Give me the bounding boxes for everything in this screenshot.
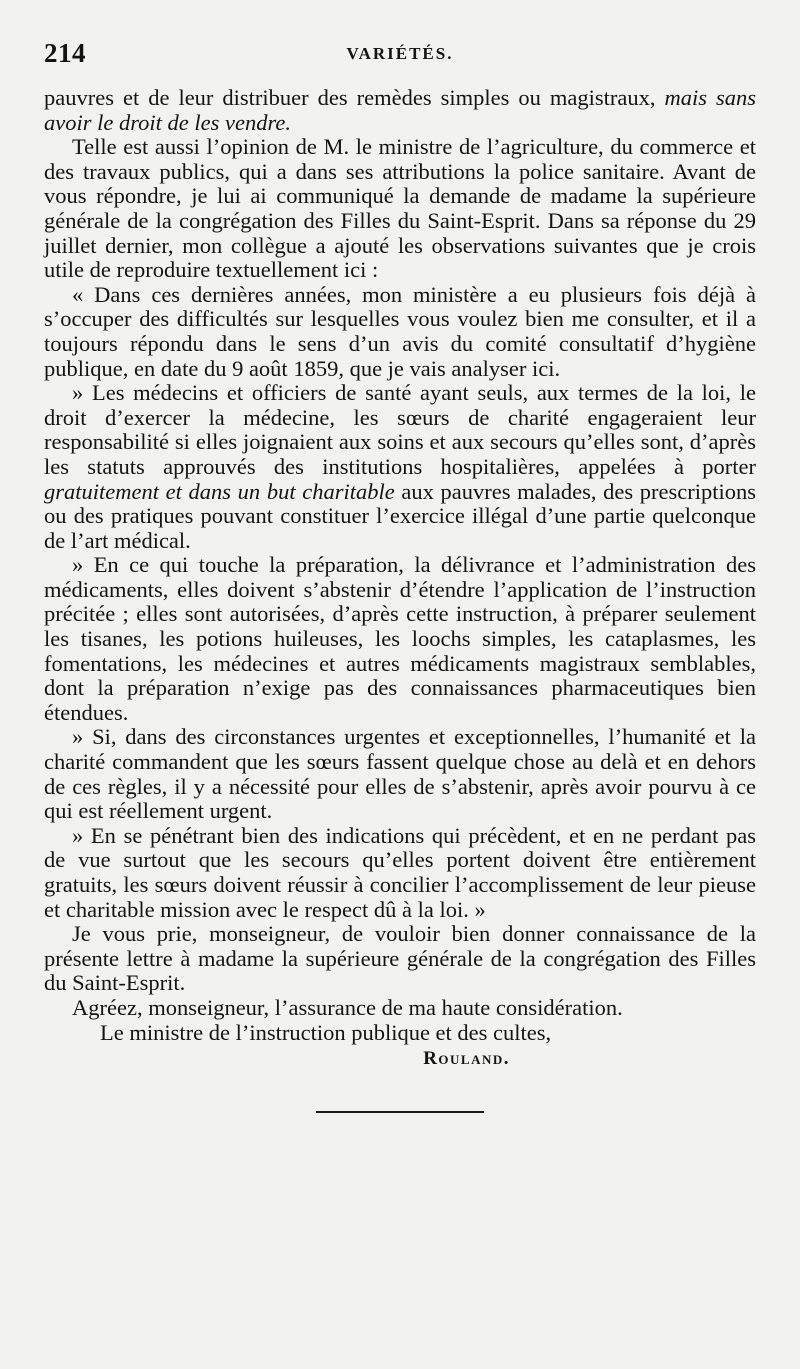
paragraph — [44, 135, 756, 283]
quoted-paragraph — [44, 725, 756, 823]
signoff-line — [44, 1021, 756, 1046]
text-run: pauvres et de leur distribuer des remèdes simples ou magistraux, — [44, 85, 665, 110]
quoted-paragraph — [44, 283, 756, 381]
text-run: Le ministre de l’instruction publique et des cultes, — [100, 1019, 552, 1045]
body-text — [44, 86, 756, 1073]
text-run: » Si, dans des circonstances urgentes et exceptionnelles, l’humanité et la charité commandent que les sœurs fassent quelque chose au delà et en dehors de ces règles, il y a nécessité pour elles de s’abstenir, après avoir pourvu à ce qui est réellement urgent. — [44, 724, 756, 824]
page-number: 214 — [44, 38, 86, 68]
text-run: » En se pénétrant bien des indications qui précèdent, et en ne perdant pas de vue surtout que les secours qu’elles portent doivent être entièrement gratuits, les sœurs doivent réussir à concilier l’accomplissement de leur pieuse et charitable mission avec le respect dû à la loi. » — [44, 822, 756, 922]
signature: Rouland. — [423, 1048, 510, 1070]
text-run: » En ce qui touche la préparation, la délivrance et l’administration des médicaments, elles doivent s’abstenir d’étendre l’application de l’instruction précitée ; elles sont autorisées, d’après cette instruction, à préparer seulement les tisanes, les potions huileuses, les loochs simples, les cataplasmes, les fomentations, les médecines et autres médicaments magistraux semblables, dont la préparation n’exige pas des connaissances pharmaceutiques bien étendues. — [44, 552, 756, 725]
text-run: Je vous prie, monseigneur, de vouloir bien donner connaissance de la présente lettre à madame la supérieure générale de la congrégation des Filles du Saint-Esprit. — [44, 921, 756, 996]
running-title: VARIÉTÉS. — [346, 44, 454, 63]
quoted-paragraph — [44, 553, 756, 725]
italic-run: mais sans avoir le droit de les vendre. — [44, 85, 756, 135]
paragraph — [44, 86, 756, 135]
running-head — [44, 34, 756, 74]
closing-formula — [44, 996, 756, 1021]
text-run: aux pauvres malades, des prescriptions ou des pratiques pouvant constituer l’exercice illégal d’une partie quelconque de l’art médical. — [44, 478, 756, 553]
text-run: « Dans ces dernières années, mon ministère a eu plusieurs fois déjà à s’occuper des difficultés sur lesquelles vous voulez bien me consulter, et il a toujours répondu dans le sens d’un avis du comité consultatif d’hygiène publique, en date du 9 août 1859, que je vais analyser ici. — [44, 281, 756, 381]
text-run: Telle est aussi l’opinion de M. le ministre de l’agriculture, du commerce et des travaux publics, qui a dans ses attributions la police sanitaire. Avant de vous répondre, je lui ai communiqué la demande de madame la supérieure générale de la congrégation des Filles du Saint-Esprit. Dans sa réponse du 29 juillet dernier, mon collègue a ajouté les observations suivantes que je crois utile de reproduire textuellement ici : — [44, 134, 756, 283]
paragraph — [44, 922, 756, 996]
text-run: » Les médecins et officiers de santé ayant seuls, aux termes de la loi, le droit d’exercer la médecine, les sœurs de charité engageraient leur responsabilité si elles joignaient aux soins et aux secours qu’elles sont, d’après les statuts approuvés des institutions hospitalières, appelées à porter — [44, 380, 756, 479]
italic-run: gratuitement et dans un but charitable — [44, 478, 395, 504]
text-run: Agréez, monseigneur, l’assurance de ma haute considération. — [72, 994, 623, 1020]
quoted-paragraph — [44, 381, 756, 553]
end-rule — [316, 1111, 484, 1113]
quoted-paragraph — [44, 824, 756, 922]
